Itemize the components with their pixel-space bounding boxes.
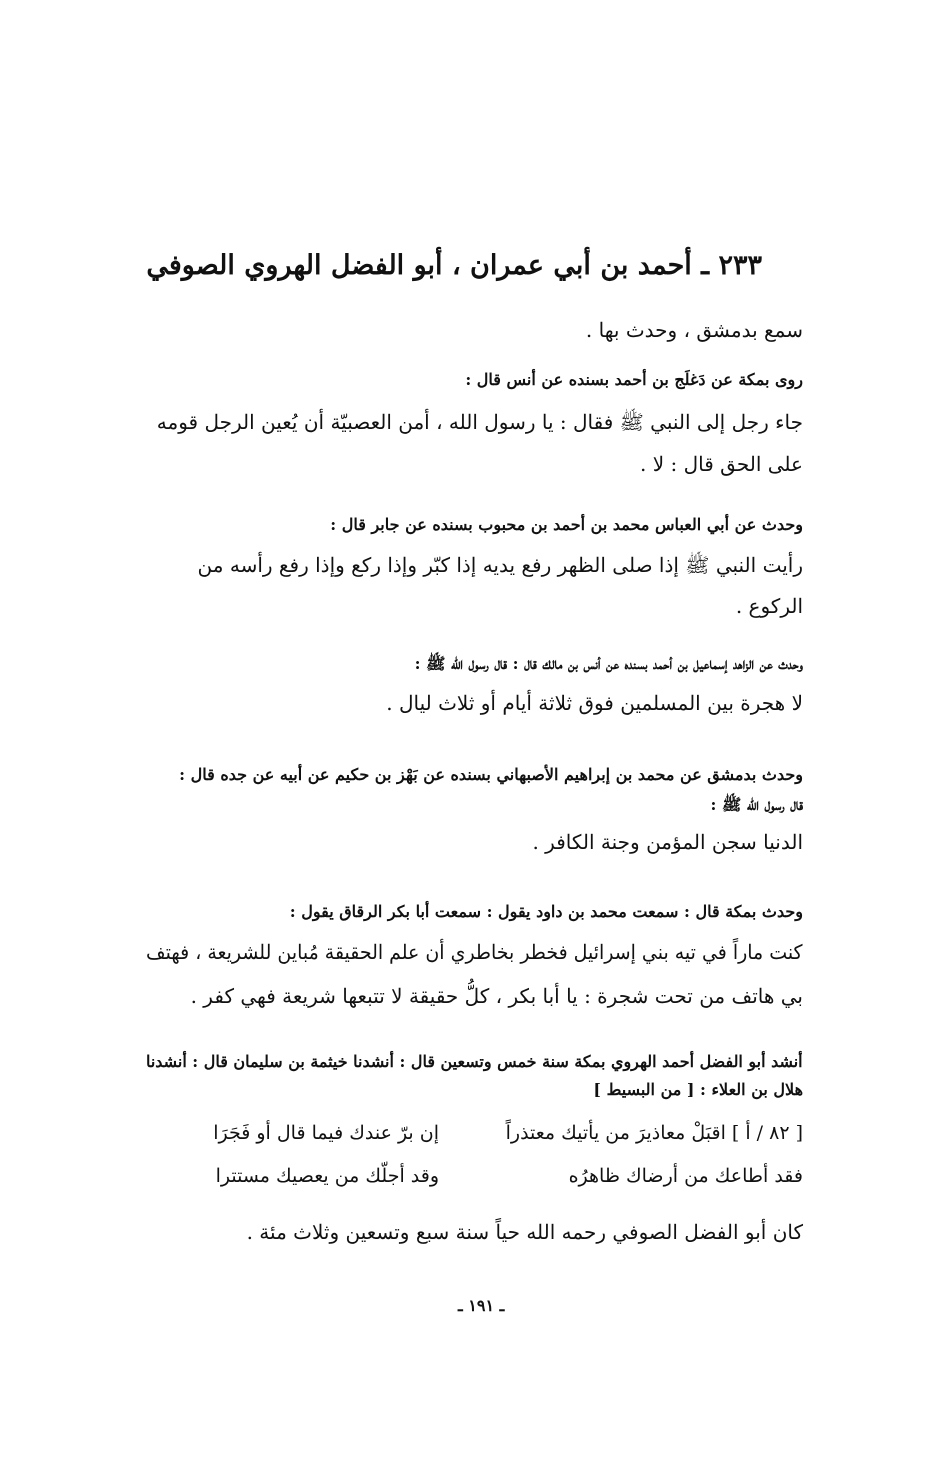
matn-line: لا هجرة بين المسلمين فوق ثلاثة أيام أو ثلاث ليال . <box>386 691 803 715</box>
matn-line: جاء رجل إلى النبي ﷺ فقال : يا رسول الله ، أمن العصبيّة أن يُعين الرجل قومه <box>156 410 803 434</box>
matn-line: الركوع . <box>735 594 803 618</box>
closing-text: كان أبو الفضل الصوفي رحمه الله حياً سنة سبع وتسعين وثلاث مئة . <box>246 1220 803 1244</box>
poem-intro-line: هلال بن العلاء : [ من البسيط ] <box>593 1080 803 1099</box>
isnad-line: روى بمكة عن دَغلَج بن أحمد بسنده عن أنس قال : <box>465 370 803 389</box>
poem-intro-line: أنشد أبو الفضل أحمد الهروي بمكة سنة خمس وتسعين قال : أنشدنا خيثمة بن سليمان قال : أنشدنا <box>146 1052 803 1071</box>
poem-second-hemistich: إن برّ عندك فيما قال أو فَجَرَا <box>213 1122 439 1144</box>
isnad-line: قال رسول الله ﷺ : <box>710 795 803 814</box>
isnad-line: وحدث بدمشق عن محمد بن إبراهيم الأصبهاني بسنده عن بَهْز بن حكيم عن أبيه عن جده قال : <box>179 765 803 784</box>
entry-heading: ٢٣٣ ـ أحمد بن أبي عمران ، أبو الفضل الهروي الصوفي <box>146 250 762 281</box>
poem-first-hemistich: فقد أطاعك من أرضاك ظاهرُه <box>568 1165 803 1187</box>
isnad-line: وحدث عن الزاهد إسماعيل بن أحمد بسنده عن أنس بن مالك قال : قال رسول الله ﷺ : <box>414 654 803 673</box>
matn-line: رأيت النبي ﷺ إذا صلى الظهر رفع يديه إذا كبّر وإذا ركع وإذا رفع رأسه من <box>197 553 803 577</box>
poem-first-hemistich: [ ٨٢ / أ ] اقبَلْ معاذيرَ من يأتيك معتذراً <box>505 1122 803 1144</box>
isnad-line: وحدث عن أبي العباس محمد بن أحمد بن محبوب بسنده عن جابر قال : <box>330 515 803 534</box>
matn-line: بي هاتف من تحت شجرة : يا أبا بكر ، كلُّ حقيقة لا تتبعها شريعة فهي كفر . <box>190 984 803 1008</box>
isnad-line: وحدث بمكة قال : سمعت محمد بن داود يقول : سمعت أبا بكر الرقاق يقول : <box>289 902 803 921</box>
poem-second-hemistich: وقد أجلّك من يعصيك مستترا <box>215 1165 439 1187</box>
matn-line: الدنيا سجن المؤمن وجنة الكافر . <box>532 830 803 854</box>
page-number: ـ ١٩١ ـ <box>458 1296 505 1315</box>
intro-text: سمع بدمشق ، وحدث بها . <box>585 318 803 342</box>
matn-line: على الحق قال : لا . <box>640 452 803 476</box>
matn-line: كنت ماراً في تيه بني إسرائيل فخطر بخاطري أن علم الحقيقة مُباين للشريعة ، فهتف <box>146 940 803 964</box>
